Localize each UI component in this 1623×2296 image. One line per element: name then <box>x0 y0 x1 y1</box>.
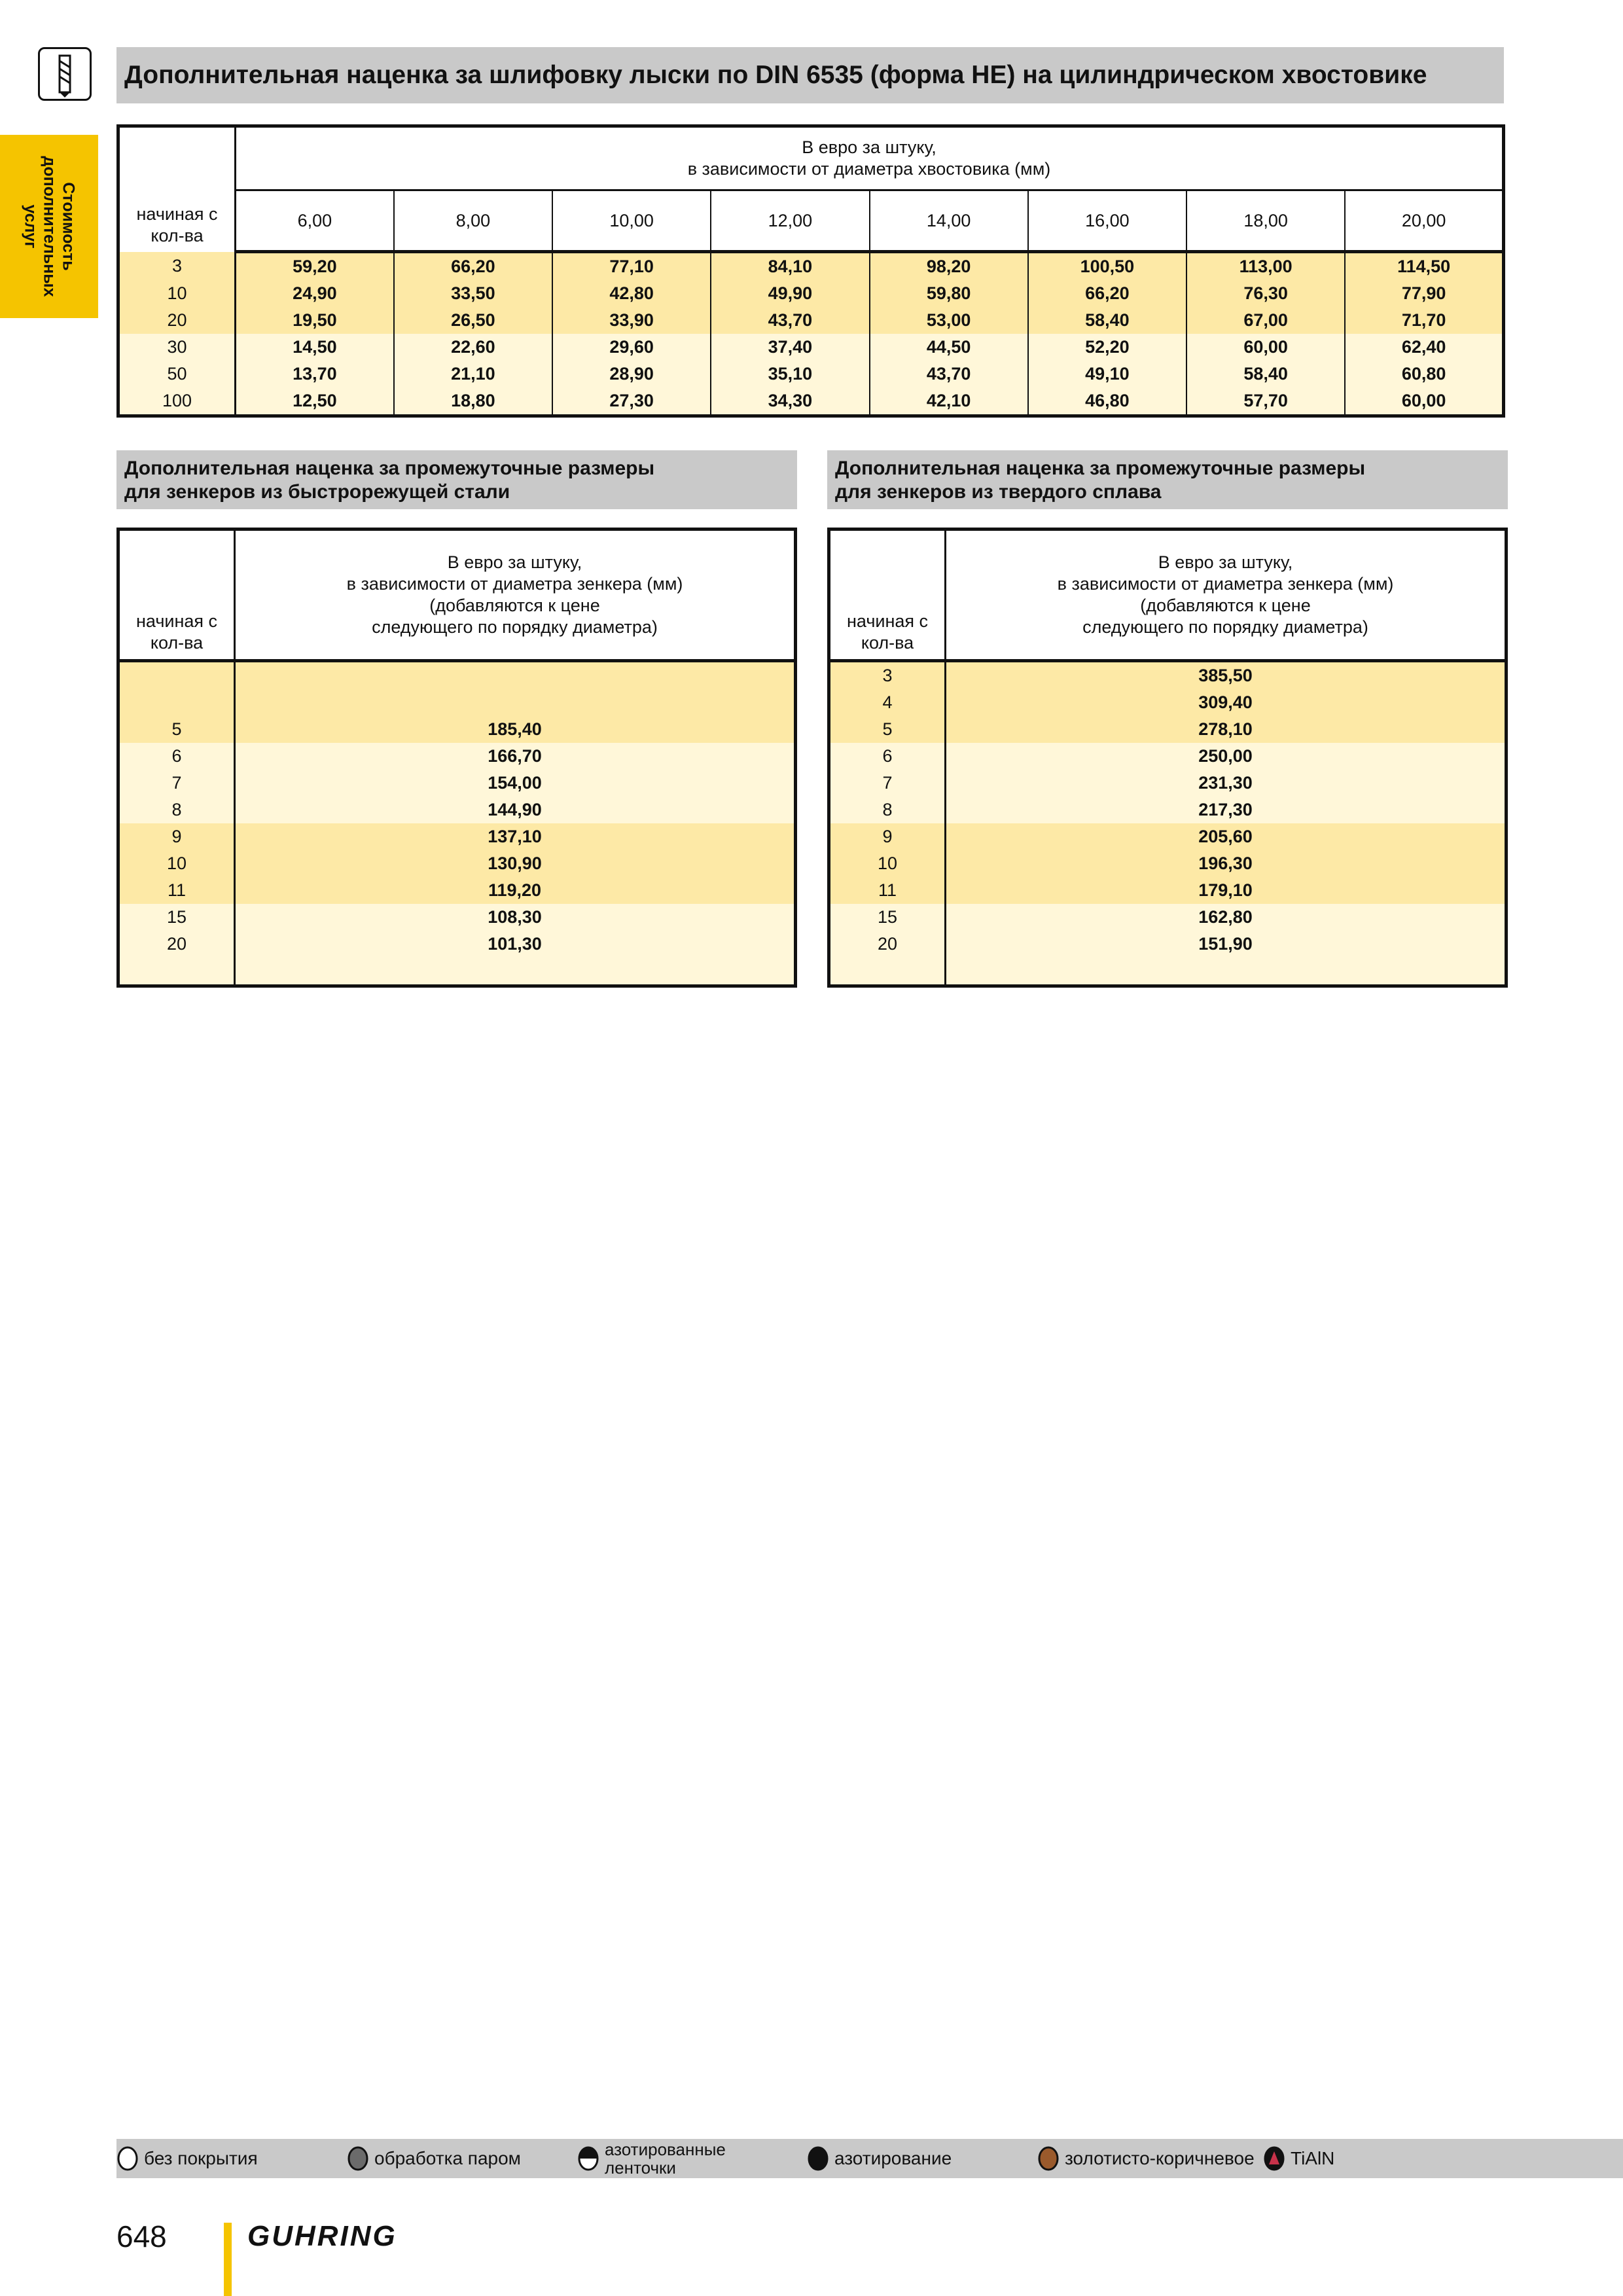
price-header-line-4: следующего по порядку диаметра) <box>372 617 658 637</box>
qty-cell: 7 <box>118 770 235 797</box>
price-cell: 62,40 <box>1345 334 1503 361</box>
price-cell <box>946 958 1507 986</box>
price-cell: 22,60 <box>394 334 552 361</box>
price-cell: 217,30 <box>946 797 1507 823</box>
price-cell: 67,00 <box>1186 307 1345 334</box>
qty-cell: 20 <box>118 931 235 958</box>
table-row <box>118 823 796 850</box>
price-header-line-1: В евро за штуку, <box>802 137 936 157</box>
qty-cell: 50 <box>118 361 236 387</box>
price-header-line-3: (добавляются к цене <box>1140 596 1311 615</box>
price-cell: 76,30 <box>1186 280 1345 307</box>
legend-label: азотирование <box>834 2148 952 2168</box>
price-cell: 19,50 <box>236 307 394 334</box>
carbide-title-line-2: для зенкеров из твердого сплава <box>835 481 1162 503</box>
legend-item-gold-brown <box>1037 2139 1255 2178</box>
qty-cell <box>118 689 235 716</box>
price-cell: 60,80 <box>1345 361 1503 387</box>
coating-legend <box>116 2139 1623 2178</box>
price-cell: 162,80 <box>946 904 1507 931</box>
price-cell: 43,70 <box>870 361 1028 387</box>
price-cell: 179,10 <box>946 877 1507 904</box>
table-row <box>829 797 1507 823</box>
price-header <box>235 529 796 661</box>
price-cell: 44,50 <box>870 334 1028 361</box>
price-cell: 33,90 <box>552 307 711 334</box>
price-header-line-1: В евро за штуку, <box>1158 552 1293 572</box>
price-cell: 18,80 <box>394 387 552 416</box>
qty-cell: 20 <box>118 307 236 334</box>
table-row <box>118 931 796 958</box>
page-number: 648 <box>116 2219 167 2253</box>
price-cell: 278,10 <box>946 716 1507 743</box>
qty-cell: 30 <box>118 334 236 361</box>
qty-cell: 6 <box>829 743 946 770</box>
table-row <box>118 334 1504 361</box>
table-row <box>118 958 796 986</box>
table-row <box>118 661 796 690</box>
table-row <box>829 877 1507 904</box>
qty-cell: 20 <box>829 931 946 958</box>
table-row <box>829 931 1507 958</box>
price-header-line-2: в зависимости от диаметра хвостовика (мм) <box>687 159 1051 179</box>
price-cell: 119,20 <box>235 877 796 904</box>
nitrided-icon <box>807 2145 829 2172</box>
price-cell <box>235 958 796 986</box>
legend-label-line-2: ленточки <box>605 2158 676 2178</box>
legend-label-line-1: азотированные <box>605 2140 726 2159</box>
price-header-line-2: в зависимости от диаметра зенкера (мм) <box>346 574 683 594</box>
price-cell: 13,70 <box>236 361 394 387</box>
flat-grinding-surcharge-table <box>116 124 1505 418</box>
price-cell: 34,30 <box>711 387 869 416</box>
price-cell: 59,20 <box>236 252 394 281</box>
qty-cell: 10 <box>118 280 236 307</box>
price-cell: 60,00 <box>1345 387 1503 416</box>
section-tab <box>0 135 98 318</box>
table-row <box>829 689 1507 716</box>
price-cell: 49,90 <box>711 280 869 307</box>
price-cell: 52,20 <box>1028 334 1186 361</box>
price-header-line-1: В евро за штуку, <box>447 552 582 572</box>
qty-cell: 15 <box>118 904 235 931</box>
price-cell: 137,10 <box>235 823 796 850</box>
price-cell: 113,00 <box>1186 252 1345 281</box>
price-cell: 100,50 <box>1028 252 1186 281</box>
hss-title-line-1: Дополнительная наценка за промежуточные размеры <box>124 457 655 479</box>
footer-accent-bar <box>224 2223 232 2296</box>
price-cell: 151,90 <box>946 931 1507 958</box>
legend-label: золотисто-коричневое <box>1065 2148 1255 2168</box>
price-cell: 42,80 <box>552 280 711 307</box>
hss-title-line-2: для зенкеров из быстрорежущей стали <box>124 481 510 503</box>
diameter-header: 8,00 <box>394 190 552 252</box>
price-cell: 66,20 <box>394 252 552 281</box>
qty-cell: 5 <box>118 716 235 743</box>
price-cell: 24,90 <box>236 280 394 307</box>
qty-header: начиная с кол-ва <box>118 126 236 252</box>
price-header <box>236 126 1504 190</box>
price-cell: 166,70 <box>235 743 796 770</box>
carbide-title-line-1: Дополнительная наценка за промежуточные размеры <box>835 457 1366 479</box>
brand-logo: GUHRING <box>247 2220 397 2252</box>
price-cell: 205,60 <box>946 823 1507 850</box>
qty-cell: 9 <box>118 823 235 850</box>
table-row <box>118 252 1504 281</box>
price-cell: 60,00 <box>1186 334 1345 361</box>
qty-cell: 8 <box>829 797 946 823</box>
tialn-icon <box>1263 2145 1285 2172</box>
qty-cell: 11 <box>118 877 235 904</box>
table-row <box>118 770 796 797</box>
hss-surcharge-title <box>116 450 797 509</box>
qty-header: начиная с кол-ва <box>118 529 235 661</box>
table-row <box>118 743 796 770</box>
qty-cell: 3 <box>118 252 236 281</box>
price-cell: 114,50 <box>1345 252 1503 281</box>
legend-item-nitrided <box>807 2139 952 2178</box>
qty-cell <box>118 958 235 986</box>
diameter-header: 14,00 <box>870 190 1028 252</box>
price-cell: 154,00 <box>235 770 796 797</box>
legend-label: без покрытия <box>144 2148 258 2168</box>
legend-item-tialn <box>1263 2139 1334 2178</box>
qty-cell: 8 <box>118 797 235 823</box>
price-cell: 58,40 <box>1186 361 1345 387</box>
table-row <box>829 850 1507 877</box>
price-cell: 26,50 <box>394 307 552 334</box>
qty-cell: 10 <box>829 850 946 877</box>
price-cell: 77,90 <box>1345 280 1503 307</box>
price-cell: 43,70 <box>711 307 869 334</box>
price-cell: 58,40 <box>1028 307 1186 334</box>
price-cell: 27,30 <box>552 387 711 416</box>
qty-cell <box>118 661 235 690</box>
table-row <box>829 823 1507 850</box>
price-cell: 385,50 <box>946 661 1507 690</box>
gold-brown-icon <box>1037 2145 1060 2172</box>
table-row <box>118 280 1504 307</box>
table-row <box>829 661 1507 690</box>
legend-item-steam <box>347 2139 521 2178</box>
table-row <box>118 850 796 877</box>
table-row <box>118 904 796 931</box>
price-header-line-3: (добавляются к цене <box>429 596 600 615</box>
page-title <box>116 47 1504 103</box>
table-row <box>118 877 796 904</box>
qty-cell: 15 <box>829 904 946 931</box>
legend-label: обработка паром <box>374 2148 521 2168</box>
table-row <box>118 387 1504 416</box>
price-cell: 42,10 <box>870 387 1028 416</box>
drill-icon <box>38 47 92 101</box>
table-row <box>829 743 1507 770</box>
price-cell: 14,50 <box>236 334 394 361</box>
section-tab-label: Стоимость дополнительных услуг <box>21 156 78 297</box>
carbide-surcharge-title <box>827 450 1508 509</box>
price-cell: 37,40 <box>711 334 869 361</box>
qty-cell: 6 <box>118 743 235 770</box>
price-cell: 101,30 <box>235 931 796 958</box>
qty-cell: 100 <box>118 387 236 416</box>
price-cell: 57,70 <box>1186 387 1345 416</box>
legend-item-uncoated <box>116 2139 258 2178</box>
qty-cell: 10 <box>118 850 235 877</box>
carbide-surcharge-table <box>827 528 1508 988</box>
price-cell: 35,10 <box>711 361 869 387</box>
page-title-text: Дополнительная наценка за шлифовку лыски по DIN 6535 (форма HE) на цилиндрическом хвостовике <box>124 61 1427 89</box>
price-cell: 21,10 <box>394 361 552 387</box>
price-cell: 250,00 <box>946 743 1507 770</box>
price-cell: 231,30 <box>946 770 1507 797</box>
diameter-header: 6,00 <box>236 190 394 252</box>
table-row <box>829 958 1507 986</box>
qty-cell: 9 <box>829 823 946 850</box>
price-cell: 196,30 <box>946 850 1507 877</box>
diameter-header: 16,00 <box>1028 190 1186 252</box>
price-cell: 71,70 <box>1345 307 1503 334</box>
table-row <box>118 307 1504 334</box>
price-cell <box>235 689 796 716</box>
price-cell: 144,90 <box>235 797 796 823</box>
table-row <box>118 716 796 743</box>
legend-item-nitrided-lands <box>577 2139 726 2178</box>
price-cell: 309,40 <box>946 689 1507 716</box>
diameter-header: 10,00 <box>552 190 711 252</box>
price-header-line-2: в зависимости от диаметра зенкера (мм) <box>1057 574 1394 594</box>
price-cell: 28,90 <box>552 361 711 387</box>
price-cell: 84,10 <box>711 252 869 281</box>
table-row <box>118 797 796 823</box>
price-cell <box>235 661 796 690</box>
price-cell: 108,30 <box>235 904 796 931</box>
price-cell: 98,20 <box>870 252 1028 281</box>
price-cell: 46,80 <box>1028 387 1186 416</box>
legend-label: TiAlN <box>1291 2148 1335 2168</box>
table-row <box>829 716 1507 743</box>
qty-cell: 3 <box>829 661 946 690</box>
price-cell: 59,80 <box>870 280 1028 307</box>
price-cell: 66,20 <box>1028 280 1186 307</box>
legend-label <box>605 2140 726 2177</box>
price-cell: 130,90 <box>235 850 796 877</box>
table-row <box>829 904 1507 931</box>
price-cell: 33,50 <box>394 280 552 307</box>
qty-header: начиная с кол-ва <box>829 529 946 661</box>
table-row <box>829 770 1507 797</box>
qty-cell: 7 <box>829 770 946 797</box>
hss-surcharge-table <box>116 528 797 988</box>
qty-cell <box>829 958 946 986</box>
price-cell: 185,40 <box>235 716 796 743</box>
price-cell: 49,10 <box>1028 361 1186 387</box>
price-cell: 29,60 <box>552 334 711 361</box>
table-row <box>118 689 796 716</box>
diameter-header: 12,00 <box>711 190 869 252</box>
uncoated-icon <box>116 2145 139 2172</box>
diameter-header: 18,00 <box>1186 190 1345 252</box>
price-cell: 12,50 <box>236 387 394 416</box>
qty-cell: 11 <box>829 877 946 904</box>
qty-cell: 4 <box>829 689 946 716</box>
steam-treated-icon <box>347 2145 369 2172</box>
diameter-header: 20,00 <box>1345 190 1503 252</box>
price-header-line-4: следующего по порядку диаметра) <box>1082 617 1368 637</box>
nitrided-lands-icon <box>577 2145 599 2172</box>
qty-cell: 5 <box>829 716 946 743</box>
price-cell: 77,10 <box>552 252 711 281</box>
price-cell: 53,00 <box>870 307 1028 334</box>
price-header <box>946 529 1507 661</box>
table-row <box>118 361 1504 387</box>
